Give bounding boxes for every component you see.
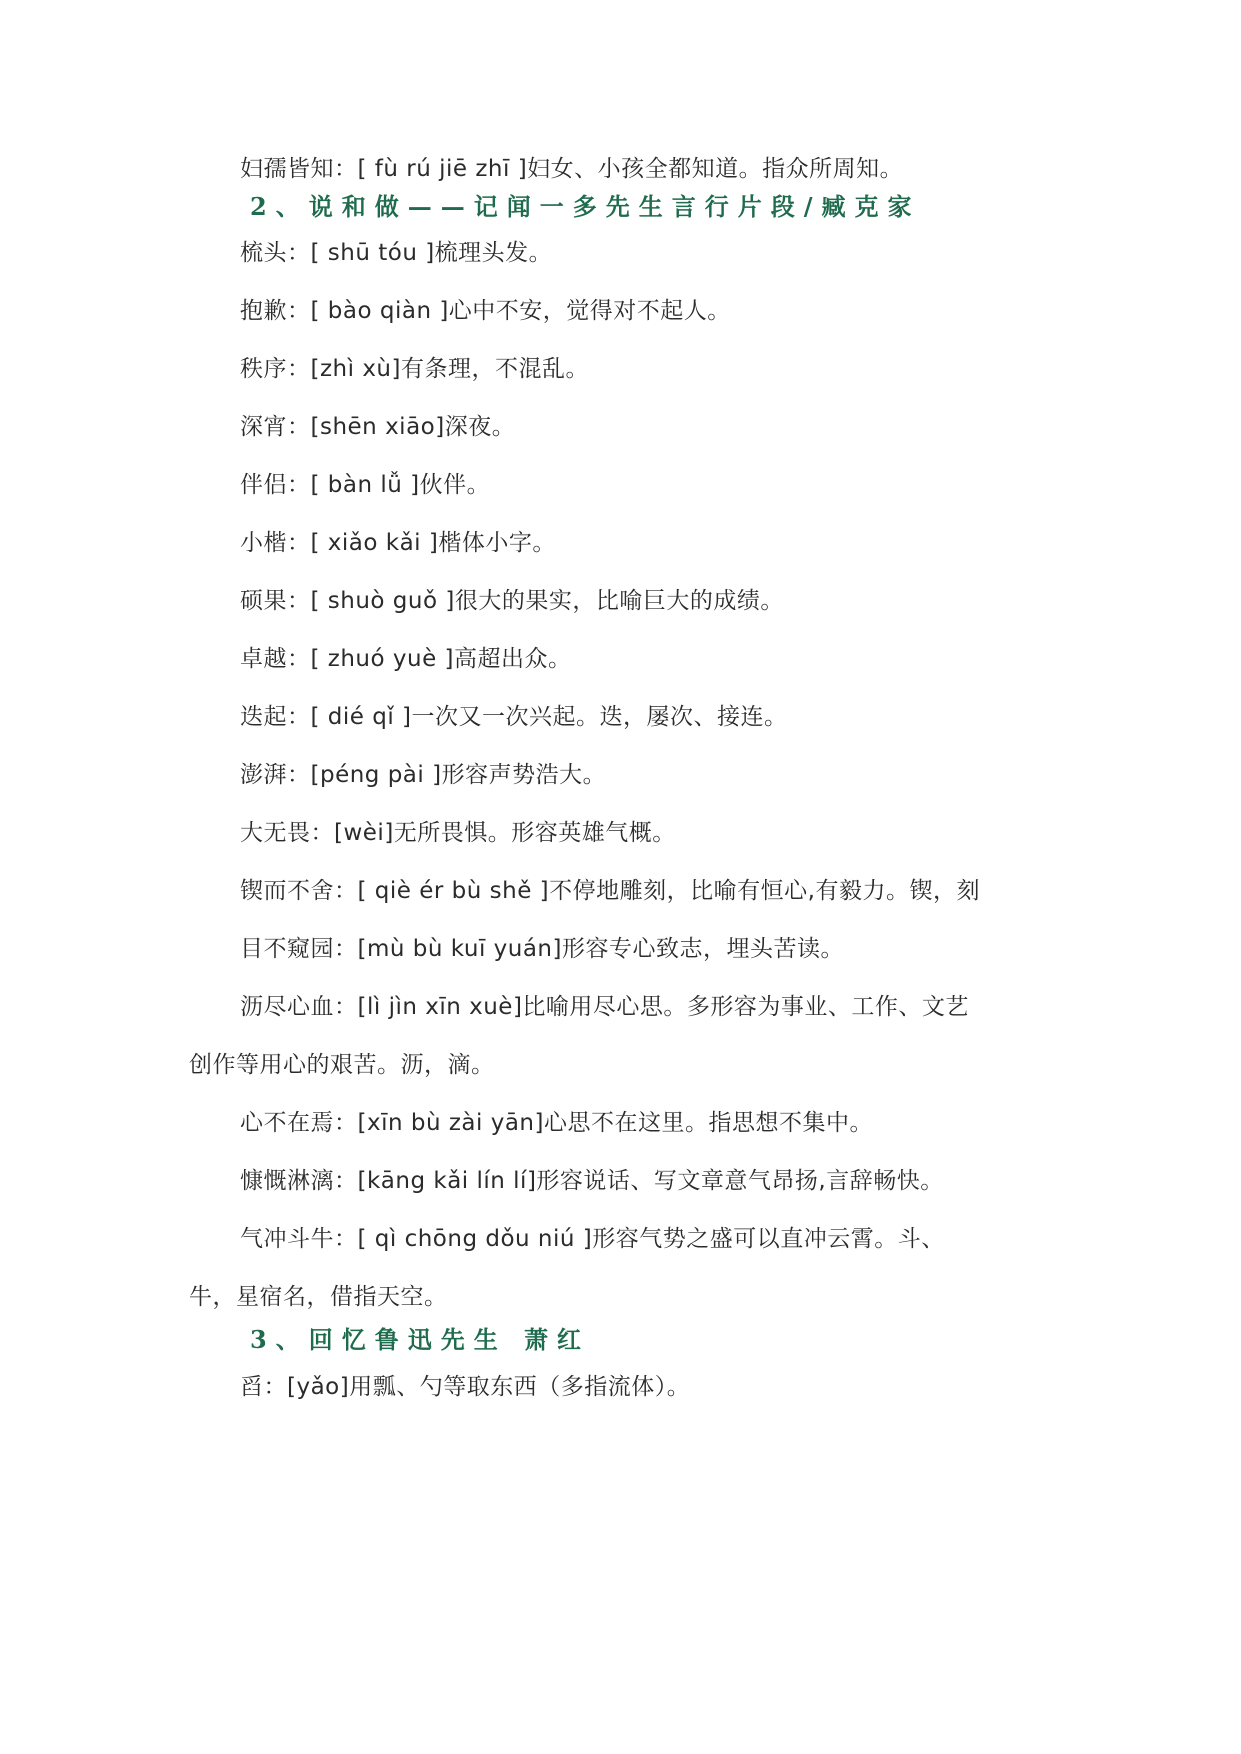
vocab-entry: 大无畏：[wèi]无所畏惧。形容英雄气概。 (240, 820, 676, 846)
vocab-entry: 小楷：[ xiǎo kǎi ]楷体小字。 (240, 530, 556, 556)
vocab-entry: 气冲斗牛：[ qì chōng dǒu niú ]形容气势之盛可以直冲云霄。斗、 (240, 1226, 945, 1252)
vocab-entry: 澎湃：[péng pài ]形容声势浩大。 (240, 762, 607, 788)
vocab-entry-continuation: 牛，星宿名，借指天空。 (189, 1284, 448, 1310)
vocab-entry: 卓越：[ zhuó yuè ]高超出众。 (240, 646, 572, 672)
vocab-entry: 目不窥园：[mù bù kuī yuán]形容专心致志，埋头苦读。 (240, 936, 844, 962)
vocab-entry: 妇孺皆知：[ fù rú jiē zhī ]妇女、小孩全都知道。指众所周知。 (240, 156, 904, 182)
vocab-entry: 梳头：[ shū tóu ]梳理头发。 (240, 240, 553, 266)
vocab-entry: 抱歉：[ bào qiàn ]心中不安，觉得对不起人。 (240, 298, 731, 324)
vocab-entry: 深宵：[shēn xiāo]深夜。 (240, 414, 516, 440)
section-heading: 3、回忆鲁迅先生 萧红 (250, 1325, 591, 1354)
vocab-entry: 沥尽心血：[lì jìn xīn xuè]比喻用尽心思。多形容为事业、工作、文艺 (240, 994, 969, 1020)
vocab-entry: 慷慨淋漓：[kāng kǎi lín lí]形容说话、写文章意气昂扬,言辞畅快。 (240, 1168, 944, 1194)
section-heading: 2、说和做——记闻一多先生言行片段/臧克家 (250, 192, 921, 221)
vocab-entry: 秩序：[zhì xù]有条理，不混乱。 (240, 356, 589, 382)
vocab-entry-continuation: 创作等用心的艰苦。沥，滴。 (189, 1052, 495, 1078)
vocab-entry: 心不在焉：[xīn bù zài yān]心思不在这里。指思想不集中。 (240, 1110, 873, 1136)
vocab-entry: 迭起：[ dié qǐ ]一次又一次兴起。迭，屡次、接连。 (240, 704, 788, 730)
vocab-entry: 伴侣：[ bàn lǚ ]伙伴。 (240, 472, 491, 498)
vocab-entry: 硕果：[ shuò guǒ ]很大的果实，比喻巨大的成绩。 (240, 588, 784, 614)
vocab-entry: 舀：[yǎo]用瓢、勺等取东西（多指流体）。 (240, 1374, 691, 1400)
vocab-entry: 锲而不舍：[ qiè ér bù shě ]不停地雕刻，比喻有恒心,有毅力。锲，刻 (240, 878, 980, 904)
